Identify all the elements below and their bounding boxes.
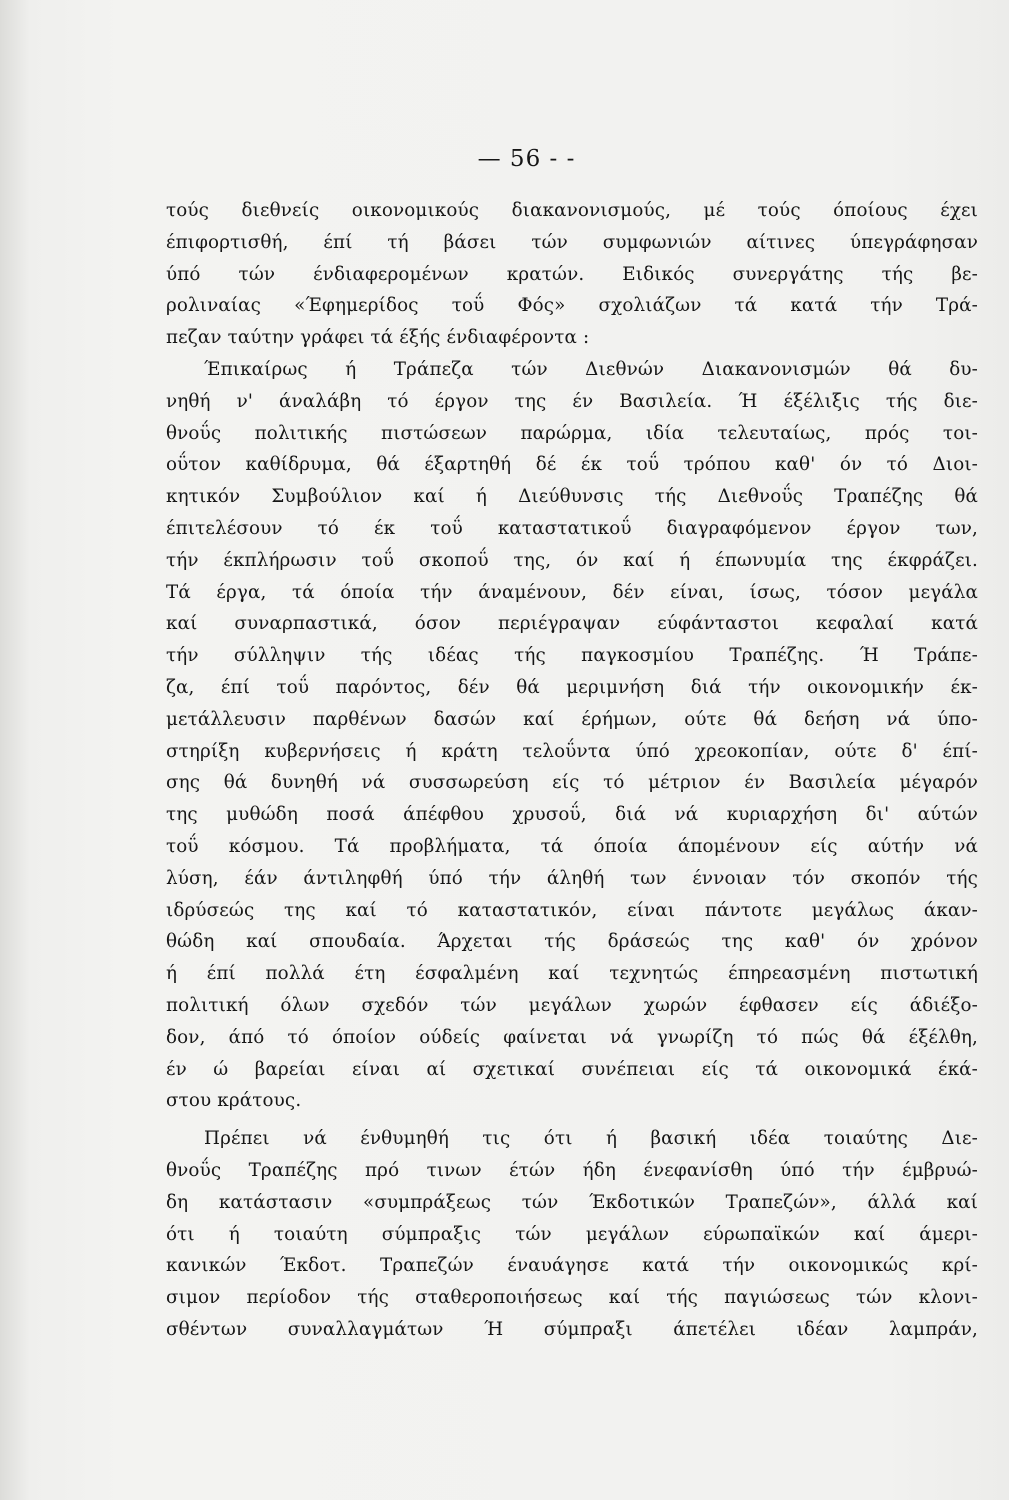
text-line: ιδρύσεώς της καί τό καταστατικόν, είναι πάντοτε μεγάλως άκαν- (166, 899, 978, 921)
text-line: ότι ή τοιαύτη σύμπραξις τών μεγάλων εύρωπαϊκών καί άμερι- (166, 1223, 978, 1245)
text-line: τήν σύλληψιν τής ιδέας τής παγκοσμίου Τραπέζης. Ή Τράπε- (166, 645, 978, 667)
text-line: δον, άπό τό όποίον ούδείς φαίνεται νά γνωρίζη τό πώς θά έξέλθη, (166, 1026, 978, 1048)
text-line: τούς διεθνείς οικονομικούς διακανονισμούς, μέ τούς όποίους έχει (166, 200, 978, 221)
text-line: έπιτελέσουν τό έκ τοΰ καταστατικοΰ διαγραφόμενον έργον των, (166, 517, 978, 539)
text-line: θνοΰς Τραπέζης πρό τινων έτών ήδη ένεφανίσθη ύπό τήν έμβρυώ- (166, 1159, 978, 1181)
text-line: σθέντων συναλλαγμάτων Ή σύμπραξι άπετέλει ιδέαν λαμπράν, (166, 1318, 978, 1340)
text-line: ή έπί πολλά έτη έσφαλμένη καί τεχνητώς έπηρεασμένη πιστωτική (166, 963, 978, 985)
text-line: ζα, έπί τοΰ παρόντος, δέν θά μεριμνήση διά τήν οικονομικήν έκ- (166, 676, 978, 698)
page-number: — 56 - - (477, 146, 576, 172)
text-line: θώδη καί σπουδαία. Άρχεται τής δράσεώς της καθ' όν χρόνον (166, 931, 978, 953)
text-line: στηρίξη κυβερνήσεις ή κράτη τελοΰντα ύπό χρεοκοπίαν, ούτε δ' έπί- (166, 740, 978, 762)
text-line: λύση, έάν άντιληφθή ύπό τήν άληθή των έννοιαν τόν σκοπόν τής (166, 867, 978, 889)
text-line: δη κατάστασιν «συμπράξεως τών Έκδοτικών Τραπεζών», άλλά καί (166, 1191, 978, 1213)
text-line: ρολιναίας «Έφημερίδος τοΰ Φός» σχολιάζων τά κατά τήν Τρά- (166, 295, 978, 317)
text-line: της μυθώδη ποσά άπέφθου χρυσοΰ, διά νά κυριαρχήση δι' αύτών (166, 804, 978, 826)
text-line: καί συναρπαστικά, όσον περιέγραψαν εύφάνταστοι κεφαλαί κατά (166, 613, 978, 635)
text-line: στου κράτους. (166, 1090, 302, 1112)
page-header (0, 146, 1009, 172)
paragraph-start-line: Έπικαίρως ή Τράπεζα τών Διεθνών Διακανονισμών θά δυ- (204, 358, 978, 380)
text-line: κητικόν Συμβούλιον καί ή Διεύθυνσις τής Διεθνοΰς Τραπέζης θά (166, 486, 978, 508)
text-line: νηθή ν' άναλάβη τό έργον της έν Βασιλεία. Ή έξέλιξις τής διε- (166, 390, 978, 412)
text-line: τήν έκπλήρωσιν τοΰ σκοποΰ της, όν καί ή έπωνυμία της έκφράζει. (166, 549, 978, 571)
text-line: Τά έργα, τά όποία τήν άναμένουν, δέν είναι, ίσως, τόσον μεγάλα (166, 581, 978, 603)
text-line: πολιτική όλων σχεδόν τών μεγάλων χωρών έφθασεν είς άδιέξο- (166, 994, 978, 1016)
paragraph-start-line: Πρέπει νά ένθυμηθή τις ότι ή βασική ιδέα τοιαύτης Διε- (204, 1128, 978, 1150)
body-text (166, 195, 978, 1346)
text-line: έν ώ βαρείαι είναι αί σχετικαί συνέπειαι είς τά οικονομικά έκά- (166, 1058, 978, 1080)
text-line: μετάλλευσιν παρθένων δασών καί έρήμων, ούτε θά δεήση νά ύπο- (166, 708, 978, 730)
text-line: έπιφορτισθή, έπί τή βάσει τών συμφωνιών αίτινες ύπεγράφησαν (166, 231, 978, 253)
text-line: πεζαν ταύτην γράφει τά έξής ένδιαφέροντα : (166, 327, 590, 349)
text-line: οΰτον καθίδρυμα, θά έξαρτηθή δέ έκ τοΰ τρόπου καθ' όν τό Διοι- (166, 454, 978, 476)
text-line: ύπό τών ένδιαφερομένων κρατών. Ειδικός συνεργάτης τής βε- (166, 263, 978, 285)
text-line: σης θά δυνηθή νά συσσωρεύση είς τό μέτριον έν Βασιλεία μέγαρόν (166, 772, 978, 794)
text-line: σιμον περίοδον τής σταθεροποιήσεως καί τής παγιώσεως τών κλονι- (166, 1287, 978, 1309)
text-line: τοΰ κόσμου. Τά προβλήματα, τά όποία άπομένουν είς αύτήν νά (166, 835, 978, 857)
text-line: θνοΰς πολιτικής πιστώσεων παρώρμα, ιδία τελευταίως, πρός τοι- (166, 422, 978, 444)
text-line: κανικών Έκδοτ. Τραπεζών έναυάγησε κατά τήν οικονομικώς κρί- (166, 1255, 978, 1277)
